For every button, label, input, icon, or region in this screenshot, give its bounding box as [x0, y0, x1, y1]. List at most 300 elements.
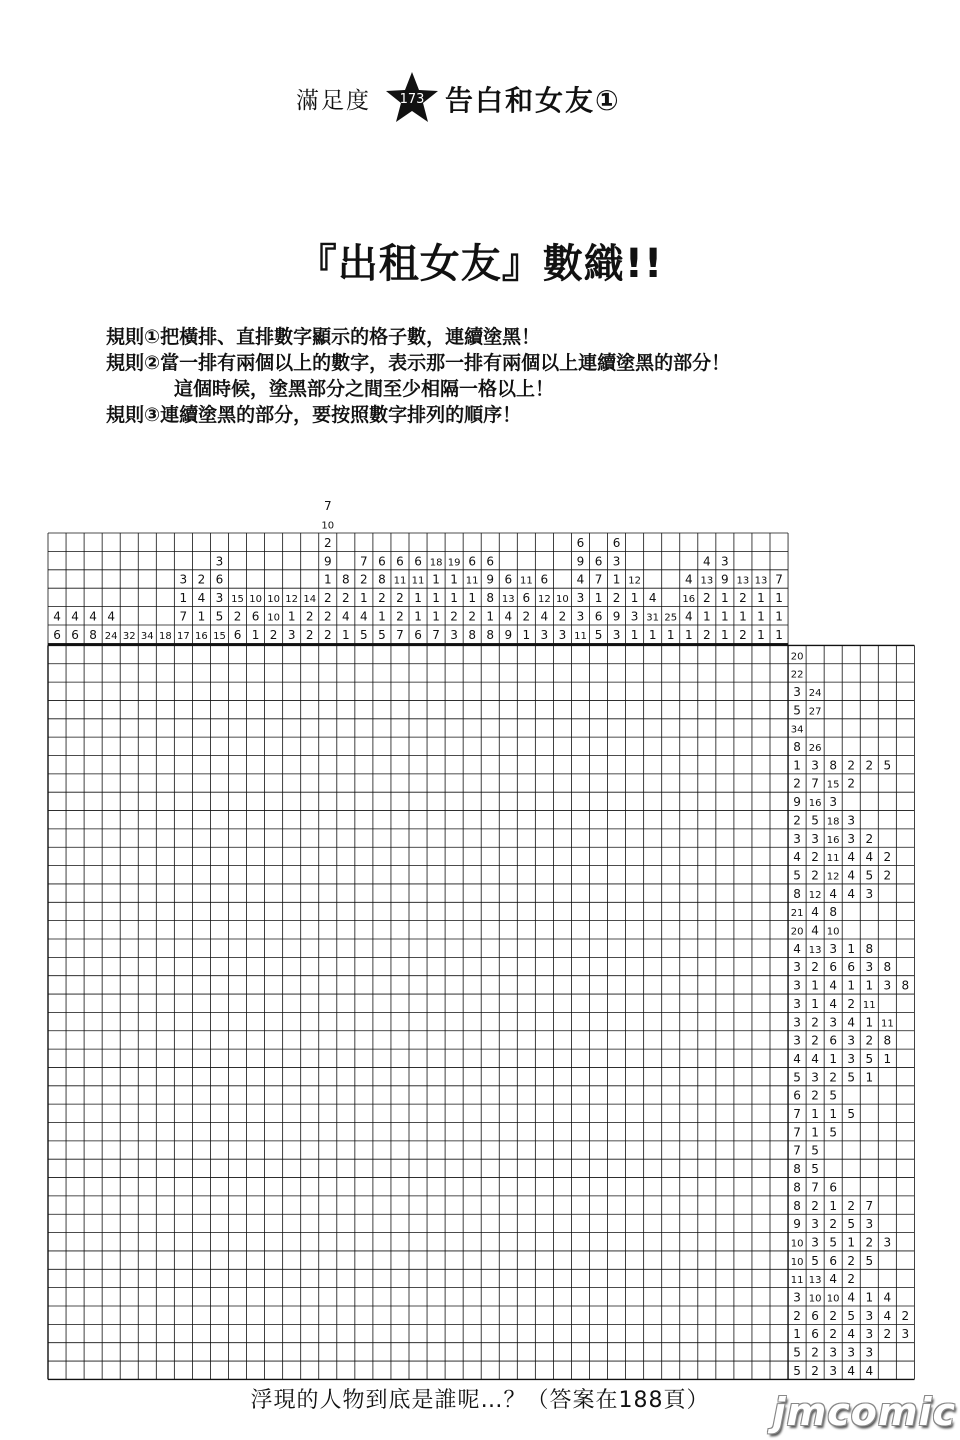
- row-clue-number: 6: [829, 1253, 837, 1268]
- row-clue-number: 8: [829, 905, 837, 920]
- column-clue-number: 10: [249, 594, 262, 606]
- row-clue-number: 10: [826, 926, 840, 938]
- row-clue-number: 4: [883, 1308, 892, 1323]
- column-clue-number: 1: [739, 609, 747, 624]
- column-clue-number: 9: [612, 609, 621, 624]
- row-clue-number: 3: [865, 886, 874, 901]
- row-clue-number: 7: [811, 1180, 819, 1195]
- column-clue-number: 6: [576, 535, 585, 550]
- column-clue-number: 7: [396, 627, 404, 642]
- column-clue-number: 6: [251, 609, 260, 624]
- column-clue-number: 2: [396, 609, 404, 624]
- row-clue-number: 6: [847, 960, 856, 975]
- column-clue-number: 16: [682, 594, 696, 606]
- row-clue-number: 5: [865, 1051, 874, 1066]
- row-clue-number: 1: [865, 978, 874, 993]
- row-clue-number: 1: [847, 1235, 856, 1250]
- column-clue-number: 6: [414, 554, 422, 569]
- row-clue-number: 15: [826, 779, 840, 791]
- row-clue-number: 11: [862, 999, 876, 1011]
- column-clue-number: 24: [104, 630, 118, 642]
- column-clue-number: 1: [432, 572, 440, 587]
- column-clue-number: 1: [432, 609, 440, 624]
- column-clue-number: 11: [411, 575, 425, 587]
- row-clue-number: 4: [811, 923, 819, 938]
- row-clue-number: 7: [865, 1198, 874, 1213]
- column-clue-number: 1: [721, 609, 729, 624]
- column-clue-number: 32: [122, 630, 136, 642]
- row-clue-number: 1: [811, 1125, 819, 1140]
- column-clue-number: 6: [71, 627, 79, 642]
- row-clue-number: 3: [811, 1070, 819, 1085]
- row-clue-number: 2: [811, 868, 819, 883]
- column-clue-number: 9: [486, 572, 495, 587]
- row-clue-number: 3: [847, 1345, 856, 1360]
- column-clue-number: 2: [323, 627, 332, 642]
- rule-2-note: 這個時候，塗黑部分之間至少相隔一格以上！: [174, 378, 555, 400]
- row-clue-number: 5: [829, 1125, 837, 1140]
- row-clue-number: 3: [865, 960, 874, 975]
- column-clue-number: 1: [486, 609, 495, 624]
- row-clue-number: 2: [811, 850, 819, 865]
- column-clue-number: 1: [775, 627, 783, 642]
- row-clue-number: 1: [865, 1290, 874, 1305]
- row-clue-number: 2: [847, 758, 856, 773]
- column-clue-number: 6: [612, 535, 621, 550]
- column-clue-number: 4: [648, 591, 657, 606]
- row-clue-number: 4: [847, 1015, 856, 1030]
- row-clue-number: 3: [793, 978, 801, 993]
- row-clue-number: 1: [829, 1051, 837, 1066]
- row-clue-number: 2: [847, 996, 856, 1011]
- row-clue-number: 24: [808, 687, 822, 699]
- row-clue-number: 5: [865, 868, 874, 883]
- row-clue-number: 1: [793, 1327, 801, 1342]
- column-clue-number: 1: [594, 591, 603, 606]
- watermark-logo: jmcomic: [772, 1390, 956, 1434]
- row-clue-number: 21: [790, 908, 804, 920]
- column-clue-number: 18: [429, 557, 443, 569]
- row-clue-number: 3: [829, 941, 837, 956]
- row-clue-number: 4: [865, 1363, 874, 1378]
- row-clue-number: 4: [829, 886, 837, 901]
- row-clue-number: 3: [829, 1015, 837, 1030]
- column-clue-number: 8: [378, 572, 386, 587]
- column-clue-number: 6: [594, 554, 603, 569]
- row-clue-number: 2: [847, 1198, 856, 1213]
- row-clue-number: 10: [808, 1293, 822, 1305]
- column-clue-number: 6: [215, 572, 224, 587]
- column-clue-number: 2: [739, 627, 747, 642]
- row-clue-number: 2: [793, 1308, 801, 1323]
- row-clue-number: 2: [811, 1198, 819, 1213]
- row-clue-number: 2: [865, 831, 874, 846]
- row-clue-number: 3: [865, 1308, 874, 1323]
- column-clue-number: 3: [721, 554, 729, 569]
- row-clue-number: 3: [865, 1217, 874, 1232]
- column-clue-number: 3: [630, 609, 639, 624]
- column-clue-number: 13: [501, 594, 515, 606]
- column-clue-number: 3: [287, 627, 296, 642]
- row-clue-number: 3: [811, 1217, 819, 1232]
- row-clue-number: 7: [793, 1143, 801, 1158]
- column-clue-number: 7: [360, 554, 368, 569]
- column-clue-number: 6: [594, 609, 603, 624]
- row-clue-number: 2: [811, 1363, 819, 1378]
- row-clue-number: 2: [847, 776, 856, 791]
- row-clue-number: 8: [793, 1198, 801, 1213]
- column-clue-number: 4: [107, 609, 115, 624]
- row-clue-number: 2: [829, 1217, 837, 1232]
- column-clue-number: 2: [558, 609, 567, 624]
- row-clue-number: 13: [808, 944, 822, 956]
- column-clue-number: 7: [775, 572, 783, 587]
- row-clue-number: 5: [883, 758, 892, 773]
- column-clue-number: 18: [158, 630, 172, 642]
- column-clue-number: 3: [450, 627, 458, 642]
- row-clue-number: 5: [829, 1235, 837, 1250]
- row-clue-number: 2: [811, 1088, 819, 1103]
- column-clue-number: 3: [558, 627, 567, 642]
- row-clue-number: 2: [865, 1235, 874, 1250]
- row-clue-number: 34: [790, 724, 804, 736]
- column-clue-number: 12: [538, 594, 551, 606]
- row-clue-number: 2: [793, 776, 801, 791]
- column-clue-number: 2: [612, 591, 621, 606]
- chapter-title: 告白和女友①: [445, 84, 621, 117]
- column-clue-number: 3: [612, 554, 621, 569]
- row-clue-number: 2: [883, 1327, 892, 1342]
- column-clue-number: 1: [721, 591, 729, 606]
- row-clue-number: 4: [847, 1363, 856, 1378]
- column-clue-number: 10: [321, 520, 335, 532]
- row-clue-number: 2: [811, 1345, 819, 1360]
- row-clue-number: 4: [847, 1290, 856, 1305]
- row-clue-number: 5: [793, 1345, 801, 1360]
- row-clue-number: 5: [793, 868, 801, 883]
- column-clue-number: 10: [267, 612, 280, 624]
- row-clue-number: 2: [847, 1253, 856, 1268]
- row-clue-number: 5: [793, 1070, 801, 1085]
- row-clue-number: 3: [811, 1235, 819, 1250]
- column-clue-number: 10: [267, 594, 280, 606]
- row-clue-number: 5: [847, 1107, 856, 1121]
- row-clue-number: 3: [847, 1051, 856, 1066]
- row-clue-number: 9: [793, 1217, 801, 1232]
- column-clue-number: 4: [342, 609, 350, 624]
- column-clue-number: 34: [140, 630, 154, 642]
- row-clue-number: 10: [826, 1293, 840, 1305]
- column-clue-number: 5: [360, 627, 368, 642]
- column-clue-number: 4: [703, 554, 711, 569]
- column-clue-number: 3: [540, 627, 549, 642]
- column-clue-number: 4: [504, 609, 513, 624]
- column-clue-number: 1: [414, 609, 422, 624]
- row-clue-number: 3: [901, 1327, 910, 1342]
- column-clue-number: 5: [594, 627, 603, 642]
- column-clue-number: 11: [574, 630, 587, 642]
- row-clue-number: 2: [865, 1033, 874, 1048]
- column-clue-number: 2: [468, 609, 476, 624]
- column-clue-number: 6: [522, 591, 531, 606]
- row-clue-number: 3: [883, 978, 892, 993]
- column-clue-number: 6: [486, 554, 495, 569]
- row-clue-number: 8: [793, 1180, 801, 1195]
- chapter-number: 173: [399, 92, 425, 107]
- row-clue-number: 3: [811, 758, 819, 773]
- column-clue-number: 3: [215, 591, 224, 606]
- row-clue-number: 12: [826, 871, 840, 883]
- column-clue-number: 4: [53, 609, 61, 624]
- row-clue-number: 4: [793, 941, 801, 956]
- row-clue-number: 10: [790, 1256, 804, 1268]
- row-clue-number: 5: [793, 1363, 801, 1378]
- row-clue-number: 2: [847, 1272, 856, 1287]
- column-clue-number: 11: [519, 575, 533, 587]
- column-clue-number: 1: [757, 609, 765, 624]
- row-clue-number: 8: [883, 960, 892, 975]
- column-clue-number: 6: [540, 572, 549, 587]
- row-clue-number: 27: [808, 706, 822, 718]
- column-clue-number: 6: [233, 627, 242, 642]
- row-clue-number: 11: [880, 1018, 894, 1030]
- row-clue-number: 8: [793, 740, 801, 754]
- rule-3: 規則③連續塗黑的部分，要按照數字排列的順序！: [106, 404, 522, 426]
- column-clue-number: 7: [323, 499, 332, 514]
- column-clue-number: 1: [775, 591, 783, 606]
- column-clue-number: 10: [556, 594, 569, 606]
- rule-2: 規則②當一排有兩個以上的數字，表示那一排有兩個以上連續塗黑的部分！: [106, 352, 731, 374]
- column-clue-number: 2: [305, 609, 314, 624]
- row-clue-number: 2: [811, 1015, 819, 1030]
- row-clue-number: 4: [865, 850, 874, 865]
- column-clue-number: 1: [522, 627, 531, 642]
- row-clue-number: 1: [883, 1051, 892, 1066]
- column-clue-number: 1: [197, 609, 206, 624]
- row-clue-number: 4: [811, 905, 819, 920]
- column-clue-number: 3: [179, 572, 188, 587]
- row-clue-number: 8: [793, 1162, 801, 1177]
- column-clue-number: 1: [342, 627, 350, 642]
- column-clue-number: 2: [450, 609, 458, 624]
- row-clue-number: 3: [793, 960, 801, 975]
- row-clue-number: 5: [811, 813, 819, 828]
- row-clue-number: 5: [811, 1143, 819, 1158]
- column-clue-number: 1: [251, 627, 260, 642]
- row-clue-number: 3: [793, 1015, 801, 1030]
- column-clue-number: 1: [757, 591, 765, 606]
- column-clue-number: 2: [396, 591, 404, 606]
- column-clue-number: 1: [703, 609, 711, 624]
- row-clue-number: 5: [811, 1253, 819, 1268]
- column-clue-number: 1: [468, 591, 476, 606]
- column-clue-number: 9: [504, 627, 513, 642]
- column-clue-number: 4: [71, 609, 79, 624]
- row-clue-number: 16: [808, 798, 822, 810]
- row-clue-number: 4: [829, 996, 837, 1011]
- row-clue-number: 11: [790, 1275, 804, 1287]
- row-clue-number: 4: [847, 1327, 856, 1342]
- row-clue-number: 3: [793, 996, 801, 1011]
- row-clue-number: 8: [883, 1033, 892, 1048]
- row-clue-number: 5: [847, 1217, 856, 1232]
- column-clue-number: 31: [646, 612, 660, 624]
- column-clue-number: 1: [630, 627, 639, 642]
- row-clue-number: 8: [901, 978, 910, 993]
- row-clue-number: 5: [847, 1070, 856, 1085]
- column-clue-number: 5: [215, 609, 224, 624]
- row-clue-number: 7: [793, 1107, 801, 1121]
- row-clue-number: 3: [847, 1033, 856, 1048]
- column-clue-number: 2: [323, 591, 332, 606]
- row-clue-number: 4: [847, 868, 856, 883]
- row-clue-number: 3: [865, 1327, 874, 1342]
- column-clue-number: 4: [540, 609, 549, 624]
- column-clue-number: 4: [576, 572, 585, 587]
- row-clue-number: 6: [829, 960, 837, 975]
- row-clue-number: 3: [847, 813, 856, 828]
- column-clue-number: 4: [89, 609, 97, 624]
- column-clue-number: 8: [486, 627, 495, 642]
- row-clue-number: 6: [811, 1327, 819, 1342]
- column-clue-number: 2: [703, 627, 711, 642]
- row-clue-number: 16: [826, 834, 840, 846]
- column-clue-number: 2: [360, 572, 368, 587]
- column-clue-number: 9: [576, 554, 585, 569]
- row-clue-number: 9: [793, 795, 801, 810]
- column-clue-number: 1: [684, 627, 693, 642]
- row-clue-number: 1: [847, 941, 856, 956]
- column-clue-number: 1: [648, 627, 657, 642]
- row-clue-number: 10: [790, 1238, 804, 1250]
- column-clue-number: 6: [504, 572, 513, 587]
- row-clue-number: 13: [808, 1275, 822, 1287]
- row-clue-number: 2: [811, 1033, 819, 1048]
- column-clue-number: 6: [414, 627, 422, 642]
- column-clue-number: 2: [323, 535, 332, 550]
- row-clue-number: 5: [793, 703, 801, 718]
- column-clue-number: 6: [53, 627, 61, 642]
- row-clue-number: 2: [829, 1327, 837, 1342]
- row-clue-number: 4: [829, 1272, 837, 1287]
- row-clue-number: 6: [811, 1308, 819, 1323]
- row-clue-number: 2: [883, 850, 892, 865]
- row-clue-number: 3: [793, 1290, 801, 1305]
- row-clue-number: 12: [808, 889, 822, 901]
- row-clue-number: 5: [847, 1308, 856, 1323]
- column-clue-number: 1: [612, 572, 621, 587]
- column-clue-number: 1: [630, 591, 639, 606]
- row-clue-number: 8: [829, 758, 837, 773]
- row-clue-number: 8: [865, 941, 874, 956]
- row-clue-number: 2: [865, 758, 874, 773]
- column-clue-number: 1: [287, 609, 296, 624]
- column-clue-number: 11: [393, 575, 407, 587]
- row-clue-number: 1: [793, 758, 801, 773]
- column-clue-number: 13: [754, 575, 768, 587]
- column-clue-number: 2: [323, 609, 332, 624]
- row-clue-number: 8: [793, 886, 801, 901]
- column-clue-number: 1: [775, 609, 783, 624]
- column-clue-number: 8: [89, 627, 97, 642]
- column-clue-number: 2: [739, 591, 747, 606]
- row-clue-number: 18: [826, 816, 840, 828]
- row-clue-number: 2: [901, 1308, 910, 1323]
- column-clue-number: 4: [197, 591, 206, 606]
- column-clue-number: 7: [594, 572, 603, 587]
- row-clue-number: 4: [847, 886, 856, 901]
- column-clue-number: 1: [360, 591, 368, 606]
- column-clue-number: 16: [195, 630, 208, 642]
- column-clue-number: 12: [628, 575, 641, 587]
- row-clue-number: 4: [829, 978, 837, 993]
- row-clue-number: 2: [883, 868, 892, 883]
- column-clue-number: 9: [323, 554, 332, 569]
- row-clue-number: 2: [793, 813, 801, 828]
- column-clue-number: 2: [305, 627, 314, 642]
- column-clue-number: 13: [700, 575, 714, 587]
- column-clue-number: 1: [414, 591, 422, 606]
- rule-1: 規則①把橫排、直排數字顯示的格子數，連續塗黑！: [106, 326, 541, 348]
- row-clue-number: 1: [811, 1107, 819, 1121]
- column-clue-number: 15: [231, 594, 244, 606]
- column-clue-number: 2: [522, 609, 531, 624]
- column-clue-number: 7: [179, 609, 188, 624]
- row-clue-number: 3: [811, 831, 819, 846]
- row-clue-number: 6: [829, 1033, 837, 1048]
- column-clue-number: 5: [378, 627, 386, 642]
- row-clue-number: 5: [811, 1162, 819, 1177]
- row-clue-number: 3: [793, 831, 801, 846]
- row-clue-number: 1: [847, 978, 856, 993]
- column-clue-number: 1: [757, 627, 765, 642]
- row-clue-number: 4: [811, 1051, 819, 1066]
- column-clue-number: 2: [703, 591, 711, 606]
- row-clue-number: 3: [865, 1345, 874, 1360]
- row-clue-number: 3: [883, 1235, 892, 1250]
- column-clue-number: 8: [342, 572, 350, 587]
- row-clue-number: 6: [829, 1180, 837, 1195]
- column-clue-number: 1: [432, 591, 440, 606]
- column-clue-number: 2: [378, 591, 386, 606]
- column-clue-number: 4: [684, 572, 693, 587]
- column-clue-number: 1: [666, 627, 675, 642]
- row-clue-number: 5: [865, 1253, 874, 1268]
- column-clue-number: 3: [576, 609, 585, 624]
- column-clue-number: 1: [323, 572, 332, 587]
- column-clue-number: 1: [450, 591, 458, 606]
- column-clue-number: 14: [303, 594, 317, 606]
- column-clue-number: 7: [432, 627, 440, 642]
- row-clue-number: 3: [793, 684, 801, 699]
- row-clue-number: 1: [811, 996, 819, 1011]
- row-clue-number: 1: [829, 1198, 837, 1213]
- column-clue-number: 13: [736, 575, 750, 587]
- column-clue-number: 6: [396, 554, 404, 569]
- row-clue-number: 7: [811, 776, 819, 791]
- row-clue-number: 4: [883, 1290, 892, 1305]
- row-clue-number: 2: [811, 960, 819, 975]
- row-clue-number: 4: [793, 850, 801, 865]
- row-clue-number: 3: [829, 1345, 837, 1360]
- row-clue-number: 3: [793, 1033, 801, 1048]
- row-clue-number: 4: [793, 1051, 801, 1066]
- column-clue-number: 1: [721, 627, 729, 642]
- column-clue-number: 6: [468, 554, 476, 569]
- row-clue-number: 3: [829, 1363, 837, 1378]
- row-clue-number: 20: [790, 651, 804, 663]
- row-clue-number: 1: [865, 1015, 874, 1030]
